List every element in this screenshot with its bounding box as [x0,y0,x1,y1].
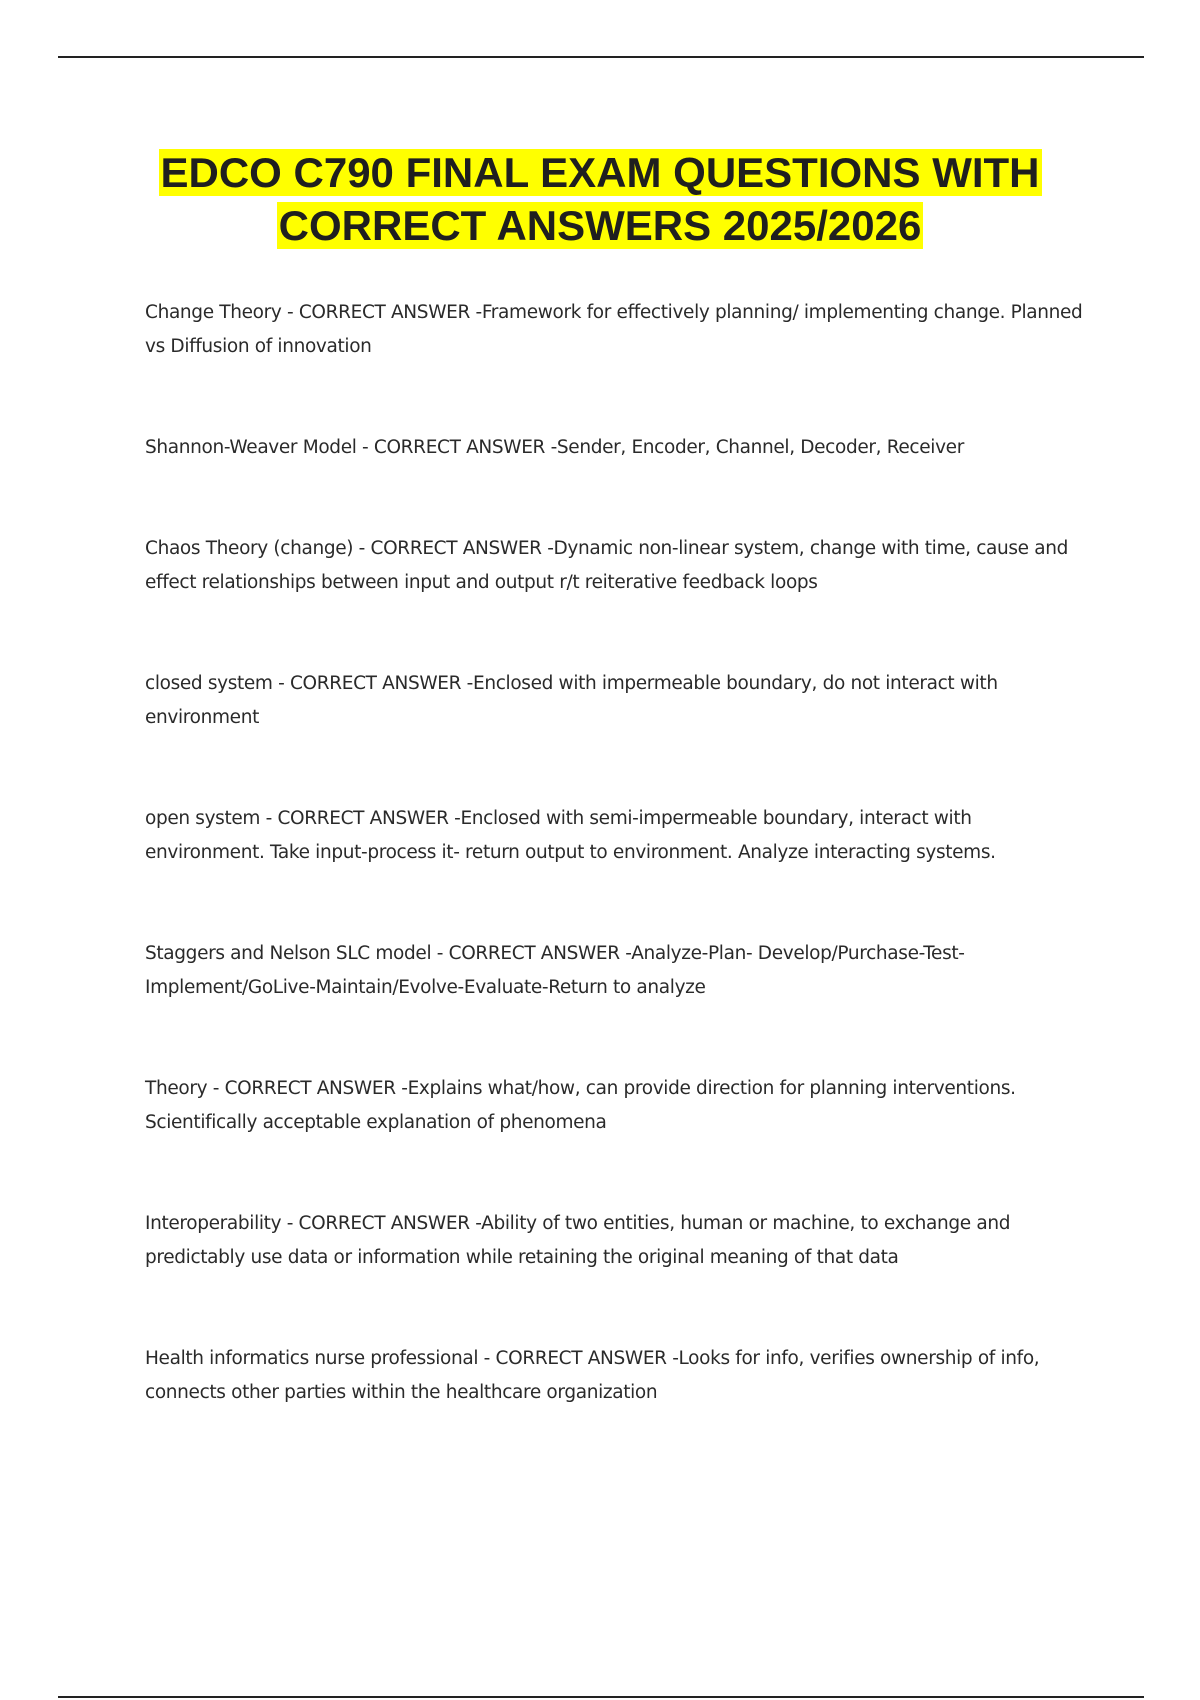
qa-entry-list [145,296,1095,1477]
qa-entry-shannon-weaver: Shannon-Weaver Model - CORRECT ANSWER -Sender, Encoder, Channel, Decoder, Receiver [145,437,964,458]
qa-entry-open-system: open system - CORRECT ANSWER -Enclosed with semi-impermeable boundary, interact with environment. Take input-process it- return output to environment. Analyze interacting systems. [145,808,996,863]
document-title [60,146,1140,252]
top-rule [58,56,1144,58]
qa-entry-interoperability: Interoperability - CORRECT ANSWER -Ability of two entities, human or machine, to exchange and predictably use data or information while retaining the original meaning of that data [145,1213,1011,1268]
qa-entry-health-informatics-nurse: Health informatics nurse professional - CORRECT ANSWER -Looks for info, verifies ownership of info, connects other parties within the healthcare organization [145,1348,1040,1403]
qa-entry-closed-system: closed system - CORRECT ANSWER -Enclosed with impermeable boundary, do not interact with environment [145,673,998,728]
qa-entry-change-theory: Change Theory - CORRECT ANSWER -Framework for effectively planning/ implementing change. Planned vs Diffusion of innovation [145,302,1083,357]
title-line-1: EDCO C790 FINAL EXAM QUESTIONS WITH [160,149,1040,196]
bottom-rule [58,1696,1144,1698]
qa-entry-staggers-nelson: Staggers and Nelson SLC model - CORRECT ANSWER -Analyze-Plan- Develop/Purchase-Test-Implement/GoLive-Maintain/Evolve-Evaluate-Return to analyze [145,943,965,998]
title-line-2: CORRECT ANSWERS 2025/2026 [278,202,922,249]
qa-entry-chaos-theory: Chaos Theory (change) - CORRECT ANSWER -Dynamic non-linear system, change with time, cause and effect relationships between input and output r/t reiterative feedback loops [145,538,1068,593]
qa-entry-theory: Theory - CORRECT ANSWER -Explains what/how, can provide direction for planning interventions. Scientifically acceptable explanation of phenomena [145,1078,1016,1133]
